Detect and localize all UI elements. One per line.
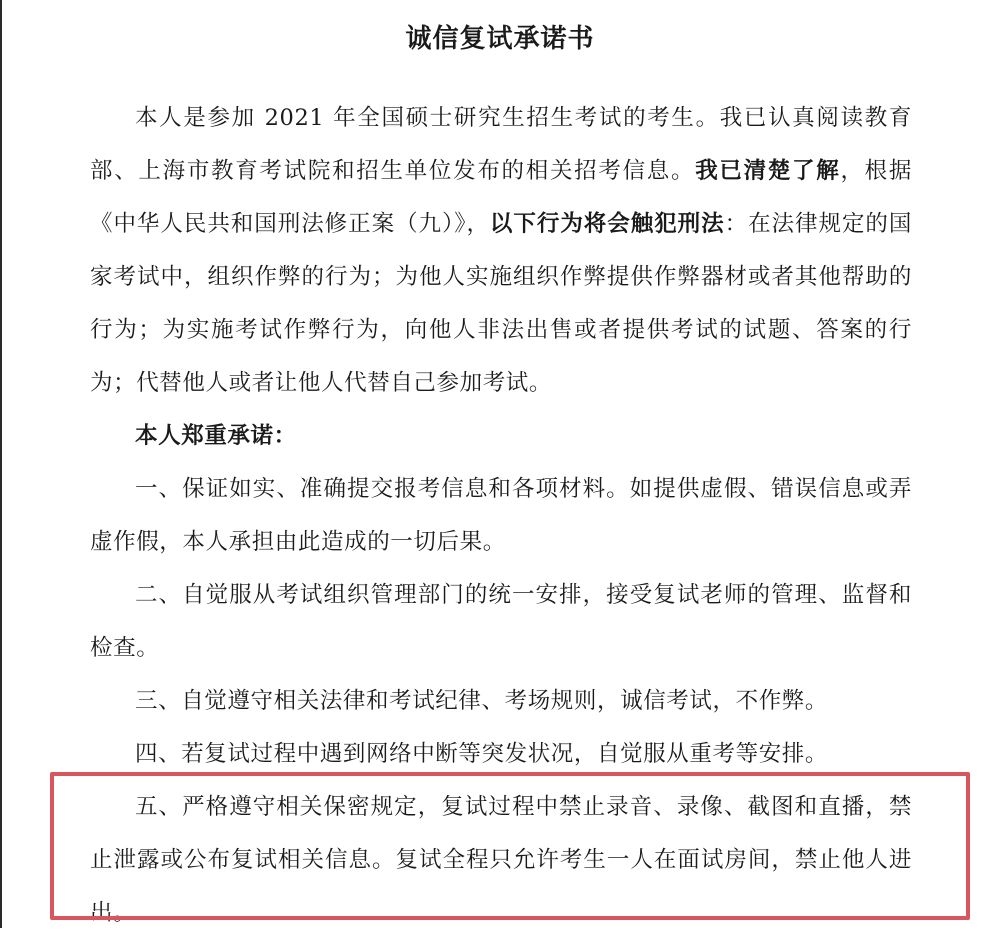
page-edge [0,0,2,928]
intro-text-1: 本人是参加 2021 年全国硕士研究生招生考试的考生。我已认真阅读教育部、上海市教育考试院和招生单位发布的相关招考信息。 [90,105,912,184]
pledge-item-3: 三、自觉遵守相关法律和考试纪律、考场规则，诚信考试，不作弊。 [135,688,829,714]
intro-text-2: ，根据《中华人民共和国刑法修正案（九）》， [90,158,912,237]
pledge-item-2: 二、自觉服从考试组织管理部门的统一安排，接受复试老师的管理、监督和检查。 [90,582,912,661]
intro-text-3: ：在法律规定的国家考试中，组织作弊的行为；为他人实施组织作弊提供作弊器材或者其他帮助的行为；为实施考试作弊行为，向他人非法出售或者提供考试的试题、答案的行为；代替他人或者让他人代替自己参加考试。 [90,211,912,396]
document-body [90,92,912,940]
pledge-item-4: 四、若复试过程中遇到网络中断等突发状况，自觉服从重考等安排。 [135,741,829,767]
intro-bold-1: 我已清楚了解 [695,158,841,184]
intro-paragraph [90,92,912,410]
pledge-heading: 本人郑重承诺： [135,423,297,449]
intro-bold-2: 以下行为将会触犯刑法 [489,211,725,237]
pledge-item-1: 一、保证如实、准确提交报考信息和各项材料。如提供虚假、错误信息或弄虚作假，本人承担由此造成的一切后果。 [90,476,912,555]
document-title: 诚信复试承诺书 [405,24,595,54]
pledge-item-5: 五、严格遵守相关保密规定，复试过程中禁止录音、录像、截图和直播，禁止泄露或公布复试相关信息。复试全程只允许考生一人在面试房间，禁止他人进出。 [90,794,912,926]
